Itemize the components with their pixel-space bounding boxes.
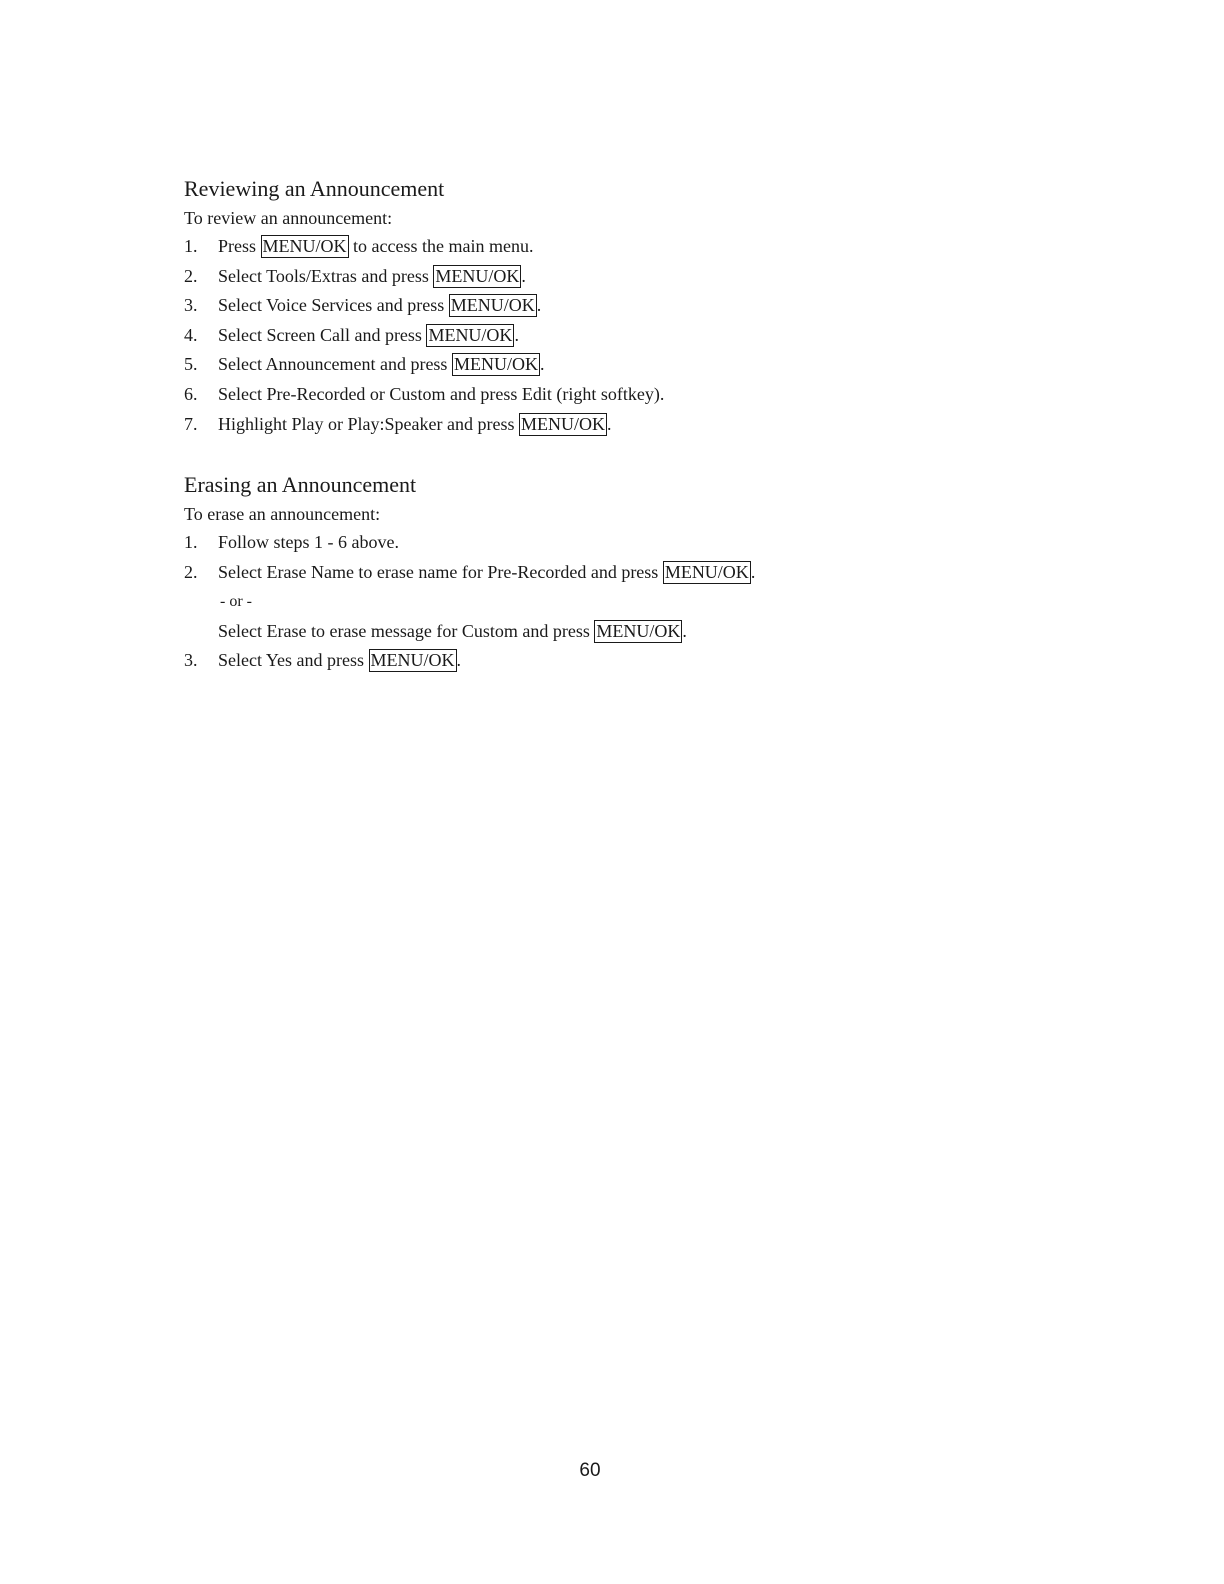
step-text: Press bbox=[218, 236, 261, 256]
menu-ok-key: MENU/OK bbox=[450, 295, 535, 316]
step-text: Select Tools/Extras and press bbox=[218, 265, 434, 286]
list-item bbox=[184, 291, 1084, 321]
list-item bbox=[184, 321, 1084, 351]
section-heading: Reviewing an Announcement bbox=[184, 176, 445, 201]
step-text: to access the main menu. bbox=[348, 236, 534, 256]
step-number: 3. bbox=[184, 650, 198, 671]
step-text: . bbox=[456, 650, 461, 671]
step-text: Select Announcement and press bbox=[218, 354, 452, 375]
step-text: . bbox=[536, 295, 542, 316]
menu-ok-key: MENU/OK bbox=[520, 413, 605, 434]
section-intro: To erase an announcement: bbox=[184, 504, 381, 524]
menu-ok-key: MENU/OK bbox=[453, 354, 538, 375]
list-item bbox=[184, 232, 1084, 262]
steps-list bbox=[184, 232, 1084, 439]
step-text: Select Erase to erase message for Custom and press bbox=[218, 620, 595, 641]
steps-list bbox=[184, 528, 1084, 676]
step-number: 1. bbox=[184, 236, 198, 256]
step-number: 4. bbox=[184, 324, 198, 345]
menu-ok-key: MENU/OK bbox=[262, 236, 347, 256]
step-text: . bbox=[682, 620, 687, 641]
step-text: . bbox=[606, 413, 612, 434]
step-number: 5. bbox=[184, 354, 198, 375]
step-number: 1. bbox=[184, 532, 198, 552]
menu-ok-key: MENU/OK bbox=[664, 561, 749, 582]
step-text: . bbox=[521, 265, 526, 286]
step-text: Select Pre-Recorded or Custom and press Edit (right softkey). bbox=[218, 383, 665, 404]
menu-ok-key: MENU/OK bbox=[435, 265, 520, 286]
step-text: Highlight Play or Play:Speaker and press bbox=[218, 413, 519, 434]
page-number: 60 bbox=[579, 1460, 601, 1481]
step-number: 3. bbox=[184, 295, 198, 316]
step-text: Select Screen Call and press bbox=[218, 324, 427, 345]
section-erasing-announcement bbox=[184, 470, 1084, 676]
section-heading: Erasing an Announcement bbox=[184, 472, 417, 497]
alternative-step bbox=[218, 617, 1084, 647]
step-number: 2. bbox=[184, 561, 198, 582]
step-text: Select Yes and press bbox=[218, 650, 369, 671]
step-text: . bbox=[514, 324, 519, 345]
menu-ok-key: MENU/OK bbox=[370, 650, 455, 671]
or-separator: - or - bbox=[220, 593, 252, 611]
section-intro: To review an announcement: bbox=[184, 208, 393, 228]
step-text: Select Voice Services and press bbox=[218, 295, 449, 316]
list-item bbox=[184, 380, 1084, 410]
menu-ok-key: MENU/OK bbox=[428, 324, 513, 345]
step-text: Follow steps 1 - 6 above. bbox=[218, 532, 399, 552]
menu-ok-key: MENU/OK bbox=[596, 620, 681, 641]
list-item bbox=[184, 558, 1084, 647]
list-item bbox=[184, 646, 1084, 676]
step-number: 6. bbox=[184, 383, 198, 404]
step-number: 2. bbox=[184, 265, 198, 286]
list-item bbox=[184, 350, 1084, 380]
step-text: . bbox=[539, 354, 545, 375]
step-number: 7. bbox=[184, 413, 198, 434]
list-item bbox=[184, 528, 1084, 558]
list-item bbox=[184, 410, 1084, 440]
section-reviewing-announcement bbox=[184, 174, 1084, 439]
step-text: . bbox=[750, 561, 756, 582]
list-item bbox=[184, 262, 1084, 292]
step-text: Select Erase Name to erase name for Pre-Recorded and press bbox=[218, 561, 663, 582]
